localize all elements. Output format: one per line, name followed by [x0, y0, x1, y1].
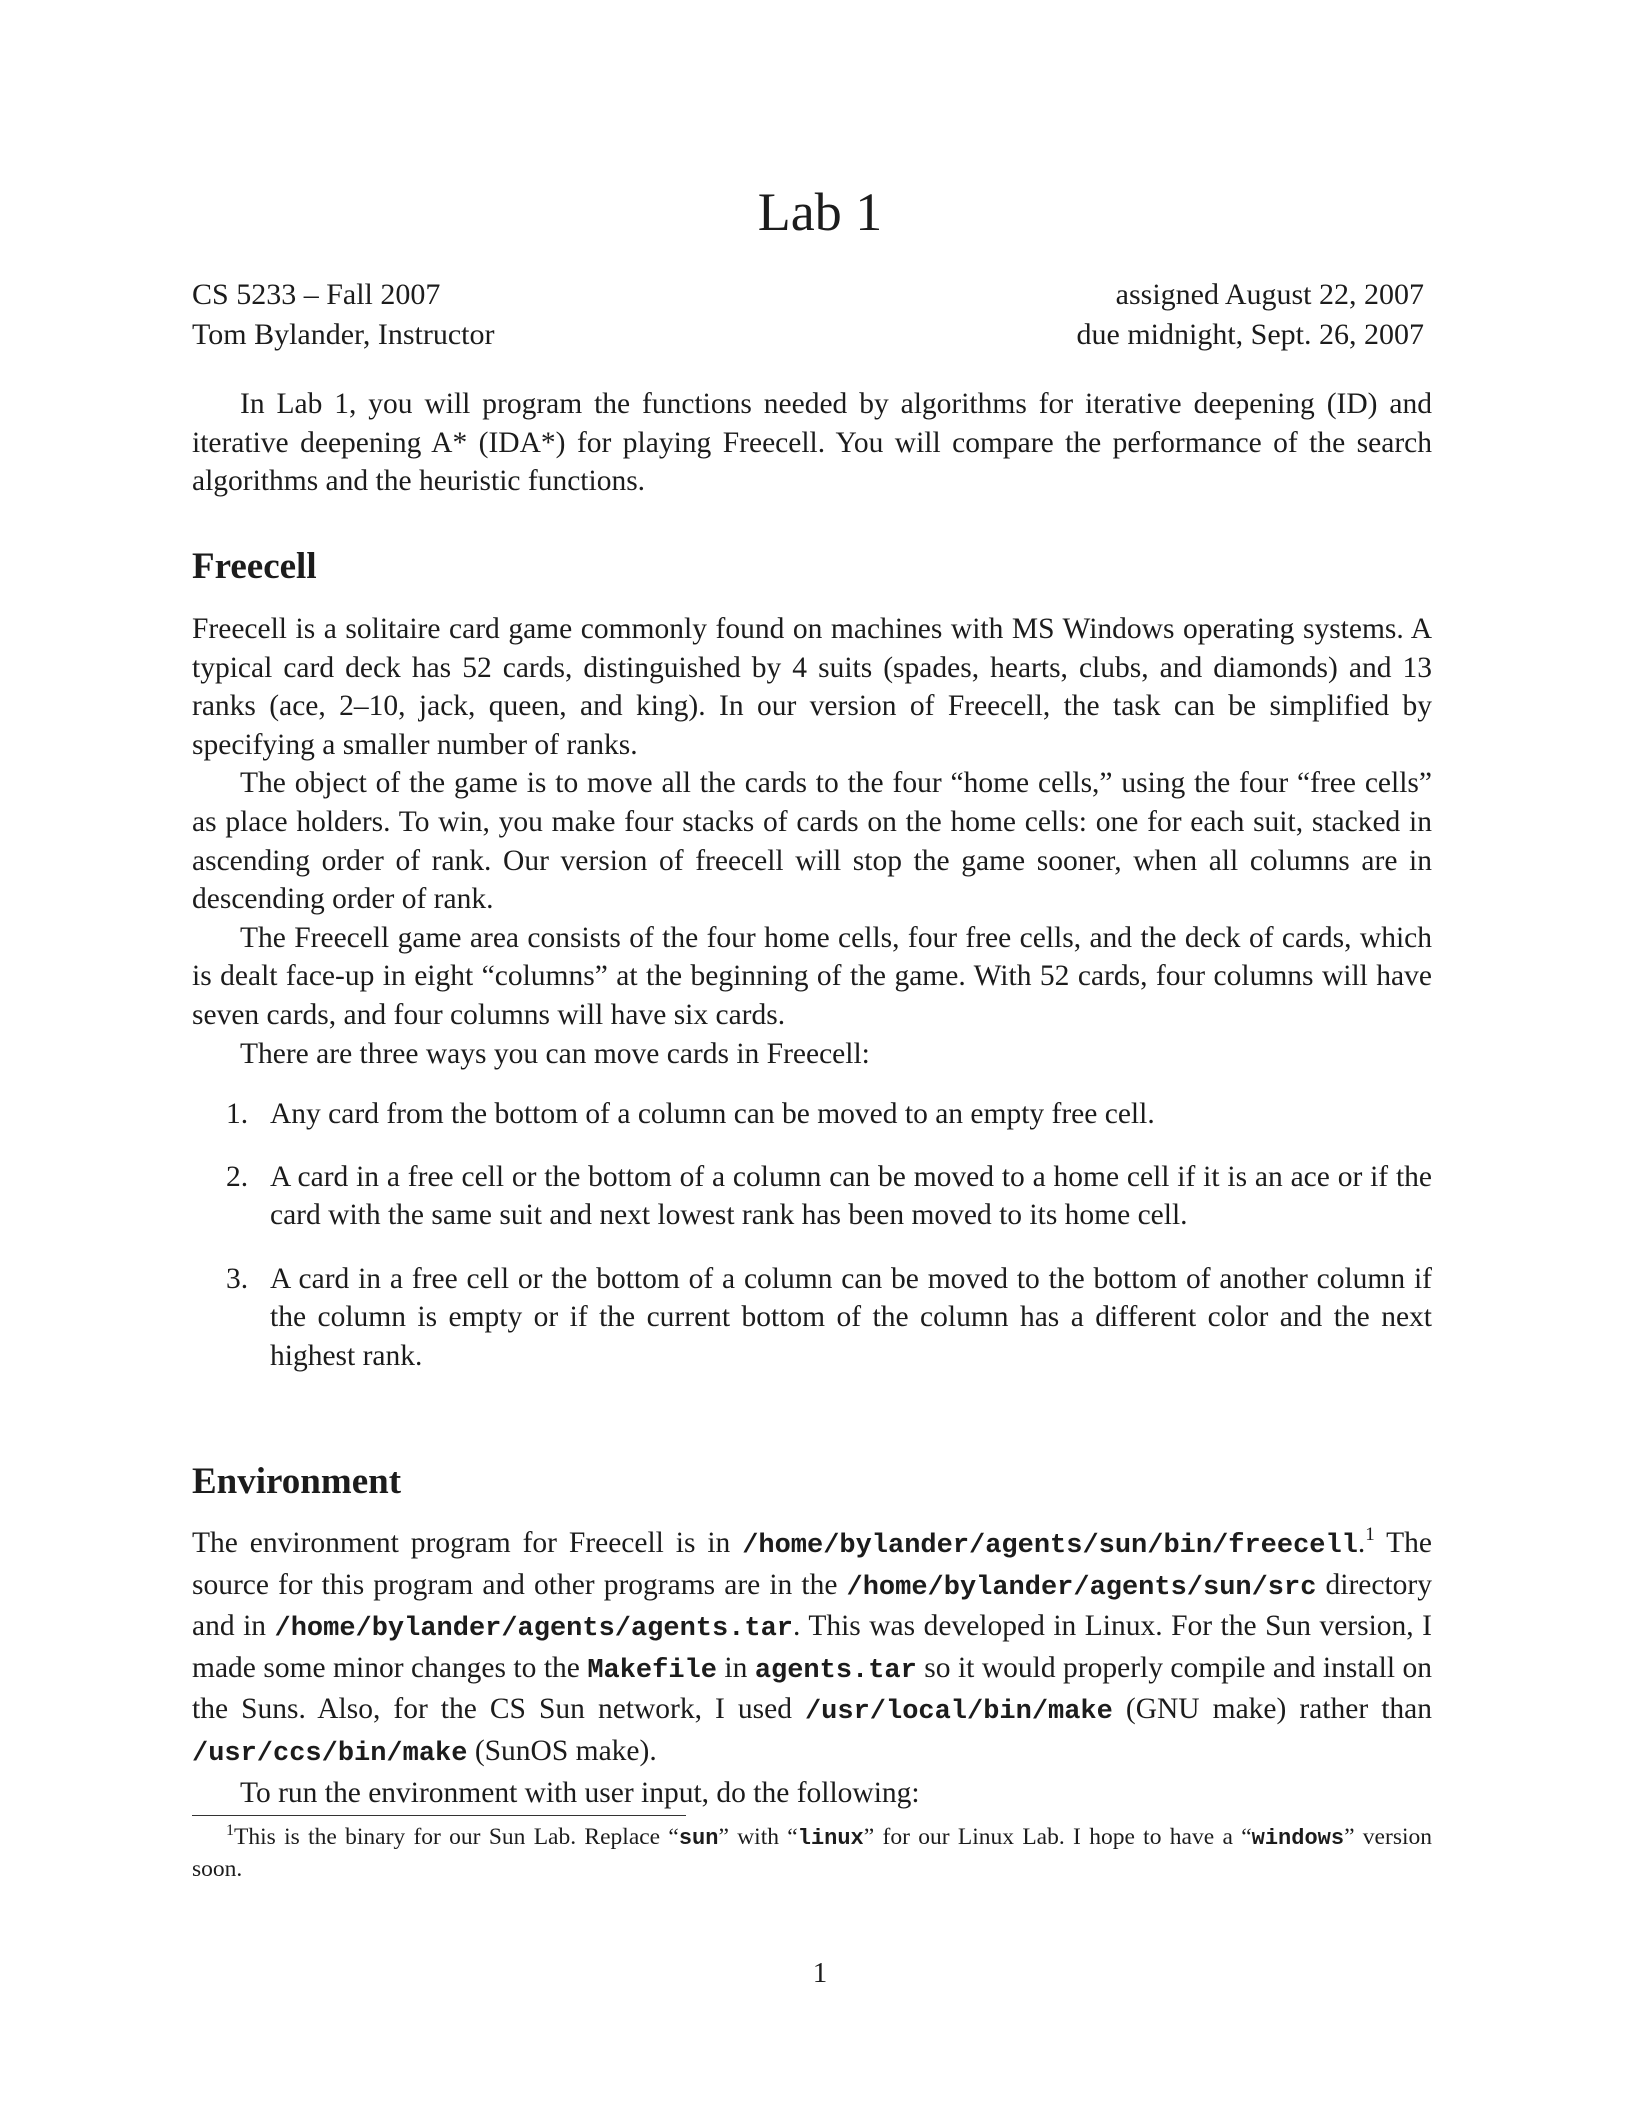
env-text: . This was developed in Linux. For the Sun version, I made some minor changes to the — [192, 1610, 1432, 1684]
list-number: 2. — [226, 1160, 249, 1193]
env-text: in — [716, 1651, 755, 1684]
agents-tar-name: agents.tar — [754, 1655, 917, 1686]
footnote-text: ” version soon. — [192, 1824, 1432, 1882]
env-text: (GNU make) rather than — [1112, 1693, 1432, 1726]
date-header — [1077, 275, 1425, 355]
footnote-text: ” for our Linux Lab. I hope to have a “ — [863, 1824, 1252, 1850]
instructor-name: Tom Bylander, Instructor — [192, 318, 495, 351]
footnote-code: sun — [678, 1826, 719, 1851]
footnote-code: windows — [1251, 1826, 1345, 1851]
sunos-make-path: /usr/ccs/bin/make — [192, 1738, 468, 1769]
environment-paragraph-1 — [192, 1524, 1432, 1774]
freecell-heading: Freecell — [192, 546, 317, 587]
env-text: directory and in — [192, 1568, 1432, 1643]
environment-section — [192, 1460, 1432, 1504]
freecell-paragraph-2: The object of the game is to move all the cards to the four “home cells,” using the four “free cells” as place holders. To win, you make four stacks of cards on the home cells: one for each suit, stacked in ascending order of rank. Our version of freecell will stop the game sooner, when all columns are in descending order of rank. — [192, 767, 1432, 916]
footnote — [192, 1822, 1432, 1885]
freecell-paragraph-1: Freecell is a solitaire card game commonly found on machines with MS Windows operating systems. A typical card deck has 52 cards, distinguished by 4 suits (spades, hearts, clubs, and diamonds) and 13 ranks (ace, 2–10, jack, queen, and king). In our version of Freecell, the task can be simplified by specifying a smaller number of ranks. — [192, 613, 1432, 761]
agents-tar-path: /home/bylander/agents/agents.tar — [274, 1614, 793, 1645]
environment-body — [192, 1524, 1432, 1812]
list-item — [192, 1095, 1432, 1134]
list-item — [192, 1260, 1432, 1376]
env-text: so it would properly compile and install on the Suns. Also, for the CS Sun network, I used — [192, 1651, 1432, 1726]
footnote-rule — [192, 1815, 686, 1816]
footnote-text: ” with “ — [718, 1824, 798, 1850]
footnote-mark: 1 — [1365, 1524, 1375, 1545]
source-dir-path: /home/bylander/agents/sun/src — [846, 1572, 1317, 1603]
list-item — [192, 1158, 1432, 1235]
assigned-date: assigned August 22, 2007 — [1115, 278, 1424, 311]
freecell-binary-path: /home/bylander/agents/sun/bin/freecell — [742, 1531, 1358, 1561]
list-text: A card in a free cell or the bottom of a column can be moved to the bottom of another column if the column is empty or if the current bottom of the column has a different color and the next highest rank. — [270, 1262, 1432, 1372]
intro-paragraph: In Lab 1, you will program the functions needed by algorithms for iterative deepening (ID) and iterative deepening A* (IDA*) for playing Freecell. You will compare the performance of the search algorithms and the heuristic functions. — [192, 388, 1432, 498]
freecell-paragraph-4: There are three ways you can move cards in Freecell: — [240, 1037, 870, 1070]
list-number: 3. — [226, 1262, 249, 1295]
makefile-name: Makefile — [587, 1655, 717, 1686]
page-number: 1 — [812, 1957, 828, 1989]
course-name: CS 5233 – Fall 2007 — [192, 278, 441, 311]
footnote-text: This is the binary for our Sun Lab. Replace “ — [234, 1824, 679, 1850]
environment-paragraph-2: To run the environment with user input, do the following: — [240, 1776, 920, 1809]
course-header — [192, 275, 494, 355]
due-date: due midnight, Sept. 26, 2007 — [1076, 318, 1424, 351]
env-text: (SunOS make). — [467, 1734, 657, 1767]
intro-section — [192, 385, 1432, 501]
gnu-make-path: /usr/local/bin/make — [804, 1697, 1113, 1728]
freecell-paragraph-3: The Freecell game area consists of the four home cells, four free cells, and the deck of cards, which is dealt face-up in eight “columns” at the beginning of the game. With 52 cards, four columns will have seven cards, and four columns will have six cards. — [192, 921, 1432, 1031]
footnote-code: linux — [797, 1826, 864, 1851]
list-number: 1. — [226, 1098, 249, 1130]
env-text: The source for this program and other programs are in the — [192, 1527, 1432, 1601]
env-text: . — [1357, 1527, 1366, 1559]
page-title: Lab 1 — [757, 182, 883, 242]
freecell-section — [192, 545, 1432, 589]
list-text: A card in a free cell or the bottom of a column can be moved to a home cell if it is an ace or if the card with the same suit and next lowest rank has been moved to its home cell. — [270, 1160, 1432, 1232]
moves-list — [192, 1095, 1432, 1376]
footnote-number: 1 — [226, 1822, 234, 1839]
env-text: The environment program for Freecell is in — [192, 1527, 743, 1559]
freecell-body — [192, 610, 1432, 1073]
moves-list-container — [192, 1095, 1432, 1376]
environment-heading: Environment — [192, 1461, 402, 1502]
list-text: Any card from the bottom of a column can be moved to an empty free cell. — [270, 1098, 1155, 1130]
